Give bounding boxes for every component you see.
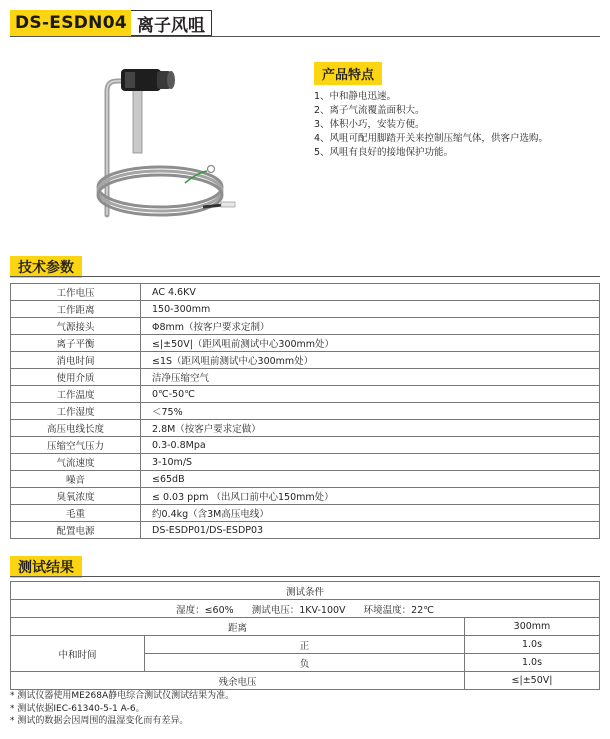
- spec-value: 150-300mm: [141, 301, 600, 318]
- table-row: [11, 600, 600, 618]
- document-title: [10, 10, 212, 36]
- spec-label: 消电时间: [11, 352, 141, 369]
- spec-value: 洁净压缩空气: [141, 369, 600, 386]
- product-image: [85, 55, 245, 235]
- spec-label: 臭氧浓度: [11, 488, 141, 505]
- table-row: [11, 369, 600, 386]
- title-divider: [10, 36, 600, 37]
- spec-value: ≤ 0.03 ppm （出风口前中心150mm处）: [141, 488, 600, 505]
- spec-label: 高压电线长度: [11, 420, 141, 437]
- spec-value: 约0.4kg（含3M高压电线）: [141, 505, 600, 522]
- feature-item: 3、体积小巧，安装方便。: [314, 119, 425, 130]
- spec-value: ≤1S（距风咀前测试中心300mm处）: [141, 352, 600, 369]
- model-number: DS-ESDN04: [10, 10, 131, 36]
- table-row: [11, 505, 600, 522]
- table-row: [11, 386, 600, 403]
- distance-label: 距离: [11, 618, 465, 636]
- feature-item: 2、离子气流覆盖面积大。: [314, 105, 425, 116]
- spec-label: 气流速度: [11, 454, 141, 471]
- condition-title: 测试条件: [11, 582, 600, 600]
- residual-voltage-value: ≤|±50V|: [465, 672, 600, 690]
- spec-value: AC 4.6KV: [141, 284, 600, 301]
- spec-value: 0℃-50℃: [141, 386, 600, 403]
- table-row: [11, 522, 600, 539]
- spec-label: 毛重: [11, 505, 141, 522]
- feature-item: 1、中和静电迅速。: [314, 91, 397, 102]
- table-row: [11, 454, 600, 471]
- negative-label: 负: [145, 654, 465, 672]
- spec-label: 配置电源: [11, 522, 141, 539]
- spec-label: 使用介质: [11, 369, 141, 386]
- table-row: [11, 318, 600, 335]
- negative-value: 1.0s: [465, 654, 600, 672]
- table-row: [11, 335, 600, 352]
- results-heading: 测试结果: [10, 556, 82, 578]
- table-row: [11, 420, 600, 437]
- table-row: [11, 284, 600, 301]
- spec-label: 噪音: [11, 471, 141, 488]
- spec-label: 离子平衡: [11, 335, 141, 352]
- feature-item: 4、风咀可配用脚踏开关来控制压缩气体，供客户选购。: [314, 133, 549, 144]
- spec-value: ＜75%: [141, 403, 600, 420]
- spec-value: 3-10m/S: [141, 454, 600, 471]
- spec-label: 工作温度: [11, 386, 141, 403]
- table-row: [11, 403, 600, 420]
- note-item: * 测试仪器使用ME268A静电综合测试仪测试结果为准。: [10, 691, 235, 701]
- spec-value: DS-ESDP01/DS-ESDP03: [141, 522, 600, 539]
- features-heading: 产品特点: [314, 62, 382, 85]
- feature-item: 5、风咀有良好的接地保护功能。: [314, 147, 454, 158]
- spec-value: Φ8mm（按客户要求定制）: [141, 318, 600, 335]
- table-row: [11, 582, 600, 600]
- results-table: [10, 581, 600, 690]
- table-row: [11, 471, 600, 488]
- spec-value: ≤|±50V|（距风咀前测试中心300mm处）: [141, 335, 600, 352]
- table-row: [11, 618, 600, 636]
- neutral-time-label: 中和时间: [11, 636, 145, 672]
- product-name: 离子风咀: [131, 10, 212, 36]
- note-item: * 测试的数据会因周围的温湿变化而有差异。: [10, 716, 189, 726]
- distance-value: 300mm: [465, 618, 600, 636]
- specs-heading: 技术参数: [10, 256, 82, 278]
- spec-label: 气源接头: [11, 318, 141, 335]
- table-row: [11, 636, 600, 654]
- specs-divider: [10, 276, 600, 277]
- table-row: [11, 672, 600, 690]
- spec-label: 工作距离: [11, 301, 141, 318]
- spec-label: 工作电压: [11, 284, 141, 301]
- test-conditions: 湿度：≤60% 测试电压：1KV-100V 环境温度：22℃: [11, 600, 600, 618]
- spec-label: 工作湿度: [11, 403, 141, 420]
- specs-table: [10, 283, 600, 539]
- notes: [10, 690, 234, 728]
- results-divider: [10, 576, 600, 577]
- table-row: [11, 301, 600, 318]
- table-row: [11, 488, 600, 505]
- spec-label: 压缩空气压力: [11, 437, 141, 454]
- positive-label: 正: [145, 636, 465, 654]
- spec-value: 2.8M（按客户要求定做）: [141, 420, 600, 437]
- features-list: [314, 90, 548, 160]
- table-row: [11, 352, 600, 369]
- note-item: * 测试依据IEC-61340-5-1 A-6。: [10, 703, 145, 714]
- spec-value: 0.3-0.8Mpa: [141, 437, 600, 454]
- table-row: [11, 437, 600, 454]
- positive-value: 1.0s: [465, 636, 600, 654]
- residual-voltage-label: 残余电压: [11, 672, 465, 690]
- spec-value: ≤65dB: [141, 471, 600, 488]
